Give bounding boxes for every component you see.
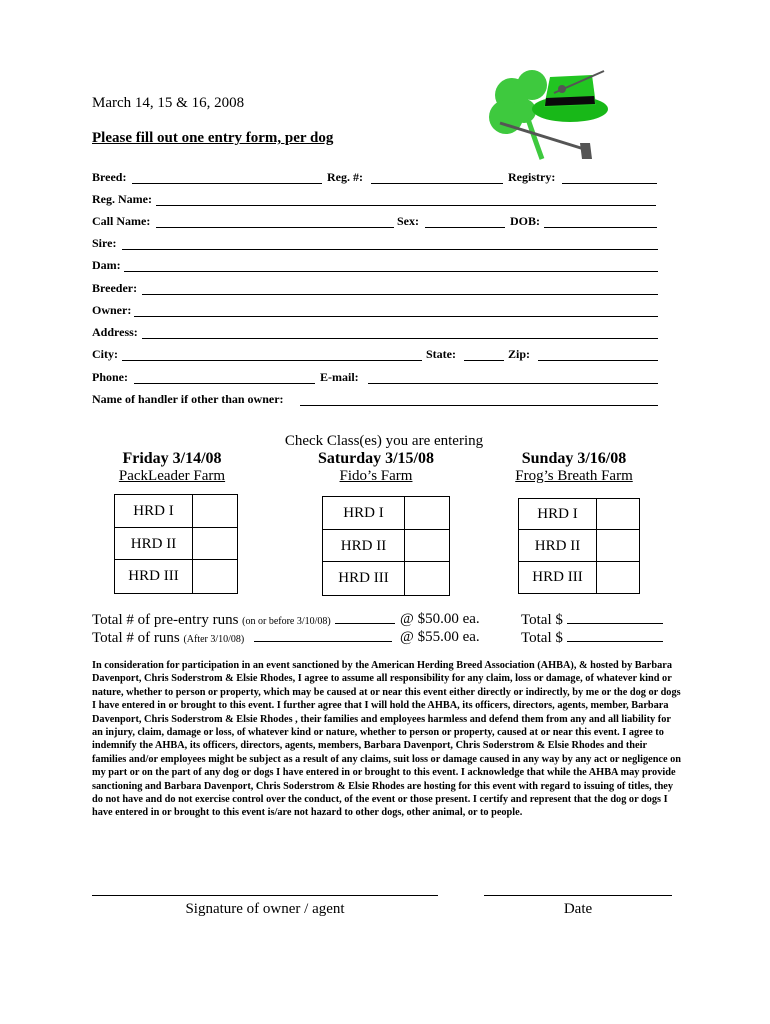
pre-entry-price: @ $50.00 ea. bbox=[400, 611, 480, 627]
owner-signature-line[interactable] bbox=[92, 895, 438, 896]
friday-column bbox=[72, 450, 272, 485]
sex-label: Sex: bbox=[397, 214, 419, 228]
dam-input[interactable] bbox=[124, 271, 658, 272]
friday-hrd3-checkbox[interactable] bbox=[193, 560, 237, 593]
phone-input[interactable] bbox=[134, 383, 315, 384]
event-dates: March 14, 15 & 16, 2008 bbox=[92, 95, 245, 111]
saturday-farm: Fido’s Farm bbox=[339, 468, 413, 484]
pre-entry-total bbox=[521, 611, 663, 629]
owner-input[interactable] bbox=[134, 316, 658, 317]
class-label: HRD III bbox=[519, 562, 597, 593]
phone-label: Phone: bbox=[92, 370, 128, 384]
form-instruction: Please fill out one entry form, per dog bbox=[92, 130, 334, 146]
runs-note: (After 3/10/08) bbox=[183, 634, 245, 645]
runs-total-input[interactable] bbox=[567, 629, 663, 642]
dam-label: Dam: bbox=[92, 258, 121, 272]
sex-input[interactable] bbox=[425, 227, 505, 228]
address-row bbox=[92, 325, 658, 341]
runs-total bbox=[521, 629, 663, 647]
sire-row bbox=[92, 236, 658, 252]
friday-farm: PackLeader Farm bbox=[118, 468, 226, 484]
runs-count-input[interactable] bbox=[254, 629, 392, 642]
phone-row bbox=[92, 370, 658, 386]
handler-input[interactable] bbox=[300, 405, 658, 406]
date-signature-line[interactable] bbox=[484, 895, 672, 896]
reg-number-label: Reg. #: bbox=[327, 170, 363, 184]
handler-row bbox=[92, 392, 658, 408]
pre-entry-total-label: Total $ bbox=[521, 612, 563, 628]
owner-label: Owner: bbox=[92, 303, 132, 317]
friday-date: Friday 3/14/08 bbox=[122, 450, 222, 467]
breeder-label: Breeder: bbox=[92, 281, 138, 295]
class-row bbox=[519, 499, 639, 530]
call-name-input[interactable] bbox=[156, 227, 394, 228]
owner-row bbox=[92, 303, 658, 319]
late-runs-line bbox=[92, 629, 392, 647]
sunday-hrd3-checkbox[interactable] bbox=[597, 562, 639, 593]
dob-input[interactable] bbox=[544, 227, 657, 228]
class-row bbox=[115, 495, 237, 528]
zip-input[interactable] bbox=[538, 360, 658, 361]
class-row bbox=[115, 560, 237, 593]
sunday-hrd1-checkbox[interactable] bbox=[597, 499, 639, 529]
state-label: State: bbox=[426, 347, 456, 361]
sunday-hrd2-checkbox[interactable] bbox=[597, 530, 639, 561]
pre-entry-count-input[interactable] bbox=[335, 611, 395, 624]
reg-name-input[interactable] bbox=[156, 205, 656, 206]
breed-row bbox=[92, 170, 658, 186]
classes-heading: Check Class(es) you are entering bbox=[284, 433, 484, 449]
runs-label: Total # of runs bbox=[92, 630, 180, 646]
friday-class-table bbox=[114, 494, 238, 594]
class-label: HRD II bbox=[323, 530, 405, 561]
sunday-class-table bbox=[518, 498, 640, 594]
class-label: HRD III bbox=[115, 560, 193, 593]
sire-label: Sire: bbox=[92, 236, 117, 250]
registry-label: Registry: bbox=[508, 170, 556, 184]
sunday-farm: Frog’s Breath Farm bbox=[515, 468, 633, 484]
class-row bbox=[323, 562, 449, 595]
saturday-date: Saturday 3/15/08 bbox=[317, 450, 434, 467]
registry-input[interactable] bbox=[562, 183, 657, 184]
call-name-row bbox=[92, 214, 658, 230]
saturday-hrd1-checkbox[interactable] bbox=[405, 497, 449, 529]
breeder-row bbox=[92, 281, 658, 297]
dob-label: DOB: bbox=[510, 214, 540, 228]
reg-name-row bbox=[92, 192, 658, 208]
address-label: Address: bbox=[92, 325, 138, 339]
state-input[interactable] bbox=[464, 360, 504, 361]
reg-number-input[interactable] bbox=[371, 183, 503, 184]
saturday-column bbox=[276, 450, 476, 485]
saturday-hrd3-checkbox[interactable] bbox=[405, 562, 449, 595]
class-row bbox=[519, 562, 639, 593]
runs-price: @ $55.00 ea. bbox=[400, 629, 480, 645]
breed-input[interactable] bbox=[132, 183, 322, 184]
saturday-hrd2-checkbox[interactable] bbox=[405, 530, 449, 561]
zip-label: Zip: bbox=[508, 347, 531, 361]
date-label: Date bbox=[563, 901, 593, 917]
pre-entry-label: Total # of pre-entry runs bbox=[92, 612, 239, 628]
handler-label: Name of handler if other than owner: bbox=[92, 392, 284, 406]
liability-waiver: In consideration for participation in an event sanctioned by the American Herding Breed Association (AHBA), & hosted by Barbara Davenport, Chris Soderstrom & Elsie Rhodes, I agree to assume all responsibility for any claim, loss or damage, of whatever kind or nature, whether to person or property, which may be caused at or near this event either directly or indirectly, by me or the dog or dogs I have entered in or brought to this event. I further agree that I will hold the AHBA, its officers, directors, agents, member, Barbara Davenport, Chris Soderstrom & Elsie Rhodes , their families and employees harmless and defend them from any and all liability for an injury, claim, damage or loss, of whatever kind or nature, whether to person or property, caused at or near this event. I agree to indemnify the AHBA, its officers, directors, agents, members, Barbara Davenport, Chris Soderstrom & Elsie Rhodes and their families and/or employees might be subject as a result of any claims, suit loss or damage caused in any way by any act or negligence on my part or on the part of any dog or dogs I have entered in or brought to this event. I acknowledge that while the AHBA may provide sanctioning and Barbara Davenport, Chris Soderstrom & Elsie Rhodes are hosting for this event with regard to issuing of titles, they do not have and do not exercise control over the conduct, of the event or those present. I certify and represent that the dog or dogs I have entered in or brought to this event is/are not hazard to other dogs, other animal, or to people. bbox=[92, 660, 682, 819]
friday-hrd1-checkbox[interactable] bbox=[193, 495, 237, 527]
saturday-class-table bbox=[322, 496, 450, 596]
reg-name-label: Reg. Name: bbox=[92, 192, 152, 206]
city-input[interactable] bbox=[122, 360, 422, 361]
class-row bbox=[323, 530, 449, 562]
breeder-input[interactable] bbox=[142, 294, 658, 295]
breed-label: Breed: bbox=[92, 170, 127, 184]
class-label: HRD II bbox=[519, 530, 597, 561]
shamrock-top-hat-icon bbox=[484, 67, 614, 167]
sunday-date: Sunday 3/16/08 bbox=[521, 450, 627, 467]
address-input[interactable] bbox=[142, 338, 658, 339]
pre-entry-note: (on or before 3/10/08) bbox=[242, 616, 331, 627]
pre-entry-total-input[interactable] bbox=[567, 611, 663, 624]
owner-signature-label: Signature of owner / agent bbox=[185, 901, 345, 917]
class-label: HRD I bbox=[323, 497, 405, 529]
class-label: HRD I bbox=[115, 495, 193, 527]
class-row bbox=[323, 497, 449, 530]
class-label: HRD III bbox=[323, 562, 405, 595]
class-row bbox=[115, 528, 237, 560]
dam-row bbox=[92, 258, 658, 274]
friday-hrd2-checkbox[interactable] bbox=[193, 528, 237, 559]
call-name-label: Call Name: bbox=[92, 214, 151, 228]
class-label: HRD I bbox=[519, 499, 597, 529]
email-label: E-mail: bbox=[320, 370, 359, 384]
pre-entry-line bbox=[92, 611, 395, 629]
city-label: City: bbox=[92, 347, 118, 361]
sunday-column bbox=[474, 450, 674, 485]
class-label: HRD II bbox=[115, 528, 193, 559]
sire-input[interactable] bbox=[122, 249, 658, 250]
city-row bbox=[92, 347, 658, 363]
email-input[interactable] bbox=[368, 383, 658, 384]
class-row bbox=[519, 530, 639, 562]
runs-total-label: Total $ bbox=[521, 630, 563, 646]
